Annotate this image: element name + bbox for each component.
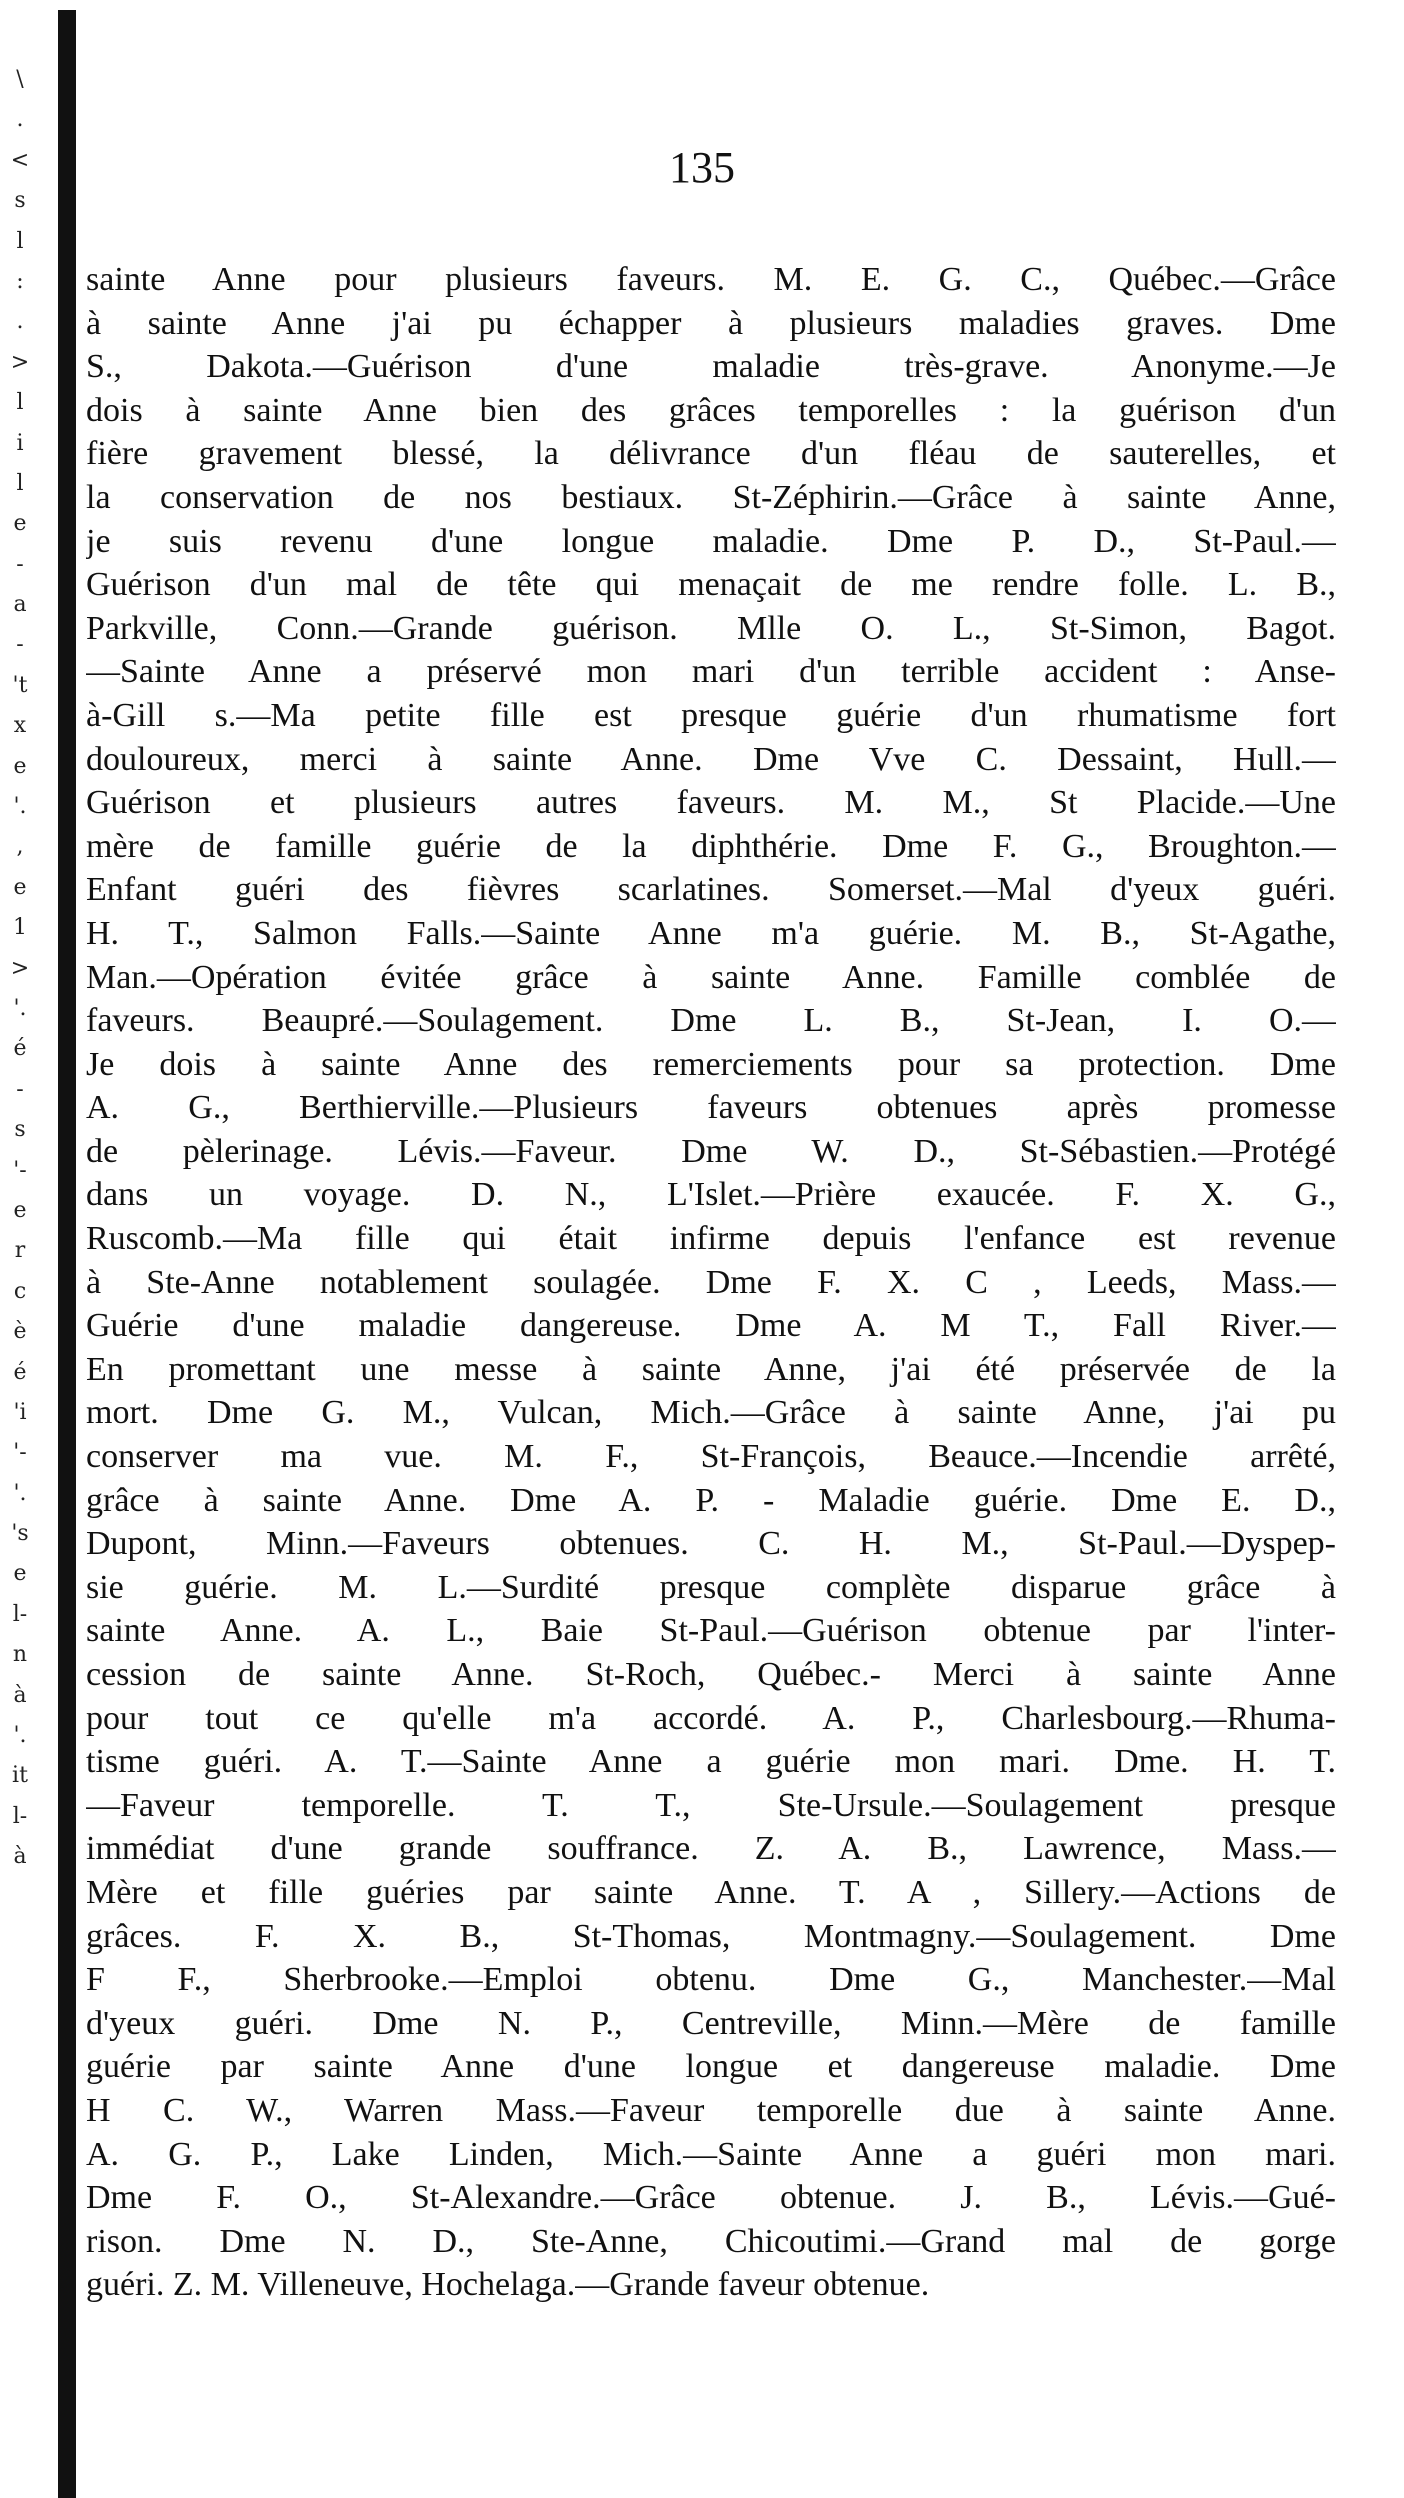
text-line: mort. Dme G. M., Vulcan, Mich.—Grâce à sainte Anne, j'ai pu xyxy=(86,1394,1336,1432)
text-line: grâce à sainte Anne. Dme A. P. - Maladie guérie. Dme E. D., xyxy=(86,1481,1336,1519)
margin-mark: - xyxy=(16,632,24,658)
text-line: fière gravement blessé, la délivrance d'un fléau de sauterelles, et xyxy=(86,435,1336,473)
text-line: Mère et fille guéries par sainte Anne. T. A , Sillery.—Actions de xyxy=(86,1873,1336,1911)
text-line: grâces. F. X. B., St-Thomas, Montmagny.—Soulagement. Dme xyxy=(86,1917,1336,1955)
text-line: Parkville, Conn.—Grande guérison. Mlle O. L., St-Simon, Bagot. xyxy=(86,609,1336,647)
text-line: Dme F. O., St-Alexandre.—Grâce obtenue. J. B., Lévis.—Gué- xyxy=(86,2179,1336,2217)
margin-mark: e xyxy=(13,1197,27,1223)
margin-mark: > xyxy=(10,955,30,981)
margin-mark: it xyxy=(12,1763,28,1789)
margin-mark: > xyxy=(10,349,30,375)
margin-mark: x xyxy=(13,713,27,739)
margin-mark: l- xyxy=(12,1601,28,1627)
text-line: A. G., Berthierville.—Plusieurs faveurs obtenues après promesse xyxy=(86,1089,1336,1127)
margin-mark: l xyxy=(16,470,24,496)
margin-mark: à xyxy=(13,1682,27,1708)
margin-mark: e xyxy=(13,511,27,537)
text-line: sainte Anne pour plusieurs faveurs. M. E. G. C., Québec.—Grâce xyxy=(86,261,1336,298)
margin-mark: - xyxy=(16,1076,24,1102)
margin-mark: à xyxy=(13,1844,27,1870)
text-line: H. T., Salmon Falls.—Sainte Anne m'a guérie. M. B., St-Agathe, xyxy=(86,914,1336,952)
margin-mark: '- xyxy=(13,1157,27,1183)
left-margin-fragments xyxy=(0,60,40,1878)
text-line: rison. Dme N. D., Ste-Anne, Chicoutimi.—Grand mal de gorge xyxy=(86,2222,1336,2260)
text-line: de pèlerinage. Lévis.—Faveur. Dme W. D., St-Sébastien.—Protégé xyxy=(86,1132,1336,1170)
margin-mark: c xyxy=(13,1278,27,1304)
margin-mark: < xyxy=(10,147,30,173)
text-line: —Faveur temporelle. T. T., Ste-Ursule.—Soulagement presque xyxy=(86,1786,1336,1824)
text-line: conserver ma vue. M. F., St-François, Beauce.—Incendie arrêté, xyxy=(86,1438,1336,1476)
text-line: douloureux, merci à sainte Anne. Dme Vve C. Dessaint, Hull.— xyxy=(86,740,1336,778)
margin-mark: è xyxy=(13,1319,27,1345)
text-line: dois à sainte Anne bien des grâces temporelles : la guérison d'un xyxy=(86,391,1336,429)
text-line: En promettant une messe à sainte Anne, j'ai été préservée de la xyxy=(86,1350,1336,1388)
text-line: d'yeux guéri. Dme N. P., Centreville, Minn.—Mère de famille xyxy=(86,2004,1336,2042)
text-line: Dupont, Minn.—Faveurs obtenues. C. H. M., St-Paul.—Dyspep- xyxy=(86,1525,1336,1563)
margin-mark: i xyxy=(16,430,24,456)
body-text xyxy=(86,258,1336,2307)
page-number: 135 xyxy=(669,143,735,192)
margin-mark: 1 xyxy=(13,915,27,941)
margin-mark: '. xyxy=(13,995,27,1021)
text-line: Je dois à sainte Anne des remerciements pour sa protection. Dme xyxy=(86,1045,1336,1083)
text-line: faveurs. Beaupré.—Soulagement. Dme L. B., St-Jean, I. O.— xyxy=(86,1002,1336,1040)
margin-mark: é xyxy=(13,1036,27,1062)
margin-mark: : xyxy=(16,268,24,294)
text-line: Guérison et plusieurs autres faveurs. M. M., St Placide.—Une xyxy=(86,784,1336,822)
text-line: à Ste-Anne notablement soulagée. Dme F. X. C , Leeds, Mass.— xyxy=(86,1263,1336,1301)
margin-mark: '. xyxy=(13,794,27,820)
margin-mark: - xyxy=(16,551,24,577)
text-line: Guérie d'une maladie dangereuse. Dme A. M T., Fall River.— xyxy=(86,1307,1336,1345)
margin-mark: s xyxy=(14,1117,26,1143)
text-line: à sainte Anne j'ai pu échapper à plusieurs maladies graves. Dme xyxy=(86,304,1336,342)
text-line: sie guérie. M. L.—Surdité presque complète disparue grâce à xyxy=(86,1568,1336,1606)
text-line: dans un voyage. D. N., L'Islet.—Prière exaucée. F. X. G., xyxy=(86,1176,1336,1214)
text-line: je suis revenu d'une longue maladie. Dme P. D., St-Paul.— xyxy=(86,522,1336,560)
margin-mark: l xyxy=(16,390,24,416)
text-line: guéri. Z. M. Villeneuve, Hochelaga.—Grande faveur obtenue. xyxy=(86,2266,930,2304)
margin-mark: 't xyxy=(12,672,28,698)
margin-mark: . xyxy=(16,107,24,133)
margin-mark: 's xyxy=(11,1521,29,1547)
margin-mark: '. xyxy=(13,1480,27,1506)
margin-mark: e xyxy=(13,874,27,900)
text-line: à-Gill s.—Ma petite fille est presque guérie d'un rhumatisme fort xyxy=(86,696,1336,734)
text-line: S., Dakota.—Guérison d'une maladie très-grave. Anonyme.—Je xyxy=(86,348,1336,386)
margin-mark: . xyxy=(16,309,24,335)
text-line: la conservation de nos bestiaux. St-Zéphirin.—Grâce à sainte Anne, xyxy=(86,478,1336,516)
text-line: F F., Sherbrooke.—Emploi obtenu. Dme G., Manchester.—Mal xyxy=(86,1961,1336,1999)
margin-mark: \ xyxy=(16,67,24,92)
text-line: A. G. P., Lake Linden, Mich.—Sainte Anne a guéri mon mari. xyxy=(86,2135,1336,2173)
margin-mark: e xyxy=(13,1561,27,1587)
text-line: pour tout ce qu'elle m'a accordé. A. P., Charlesbourg.—Rhuma- xyxy=(86,1699,1336,1737)
margin-mark: '. xyxy=(13,1723,27,1749)
text-line: mère de famille guérie de la diphthérie. Dme F. G., Broughton.— xyxy=(86,827,1336,865)
margin-mark: l- xyxy=(12,1803,28,1829)
text-line: Man.—Opération évitée grâce à sainte Anne. Famille comblée de xyxy=(86,958,1336,996)
margin-mark: é xyxy=(13,1359,27,1385)
margin-mark: a xyxy=(13,592,27,618)
text-line: Guérison d'un mal de tête qui menaçait de me rendre folle. L. B., xyxy=(86,566,1336,604)
margin-mark: s xyxy=(14,188,26,214)
binding-edge xyxy=(58,10,76,2498)
text-line: —Sainte Anne a préservé mon mari d'un terrible accident : Anse- xyxy=(86,653,1336,691)
margin-mark: 'i xyxy=(13,1399,27,1425)
margin-mark: n xyxy=(12,1642,28,1668)
text-line: cession de sainte Anne. St-Roch, Québec.- Merci à sainte Anne xyxy=(86,1656,1336,1693)
margin-mark: r xyxy=(14,1238,26,1264)
margin-mark: l xyxy=(16,228,24,254)
margin-mark: '- xyxy=(13,1440,27,1466)
text-line: Ruscomb.—Ma fille qui était infirme depuis l'enfance est revenue xyxy=(86,1220,1336,1258)
text-line: tisme guéri. A. T.—Sainte Anne a guérie mon mari. Dme. H. T. xyxy=(86,1743,1336,1781)
text-line: H C. W., Warren Mass.—Faveur temporelle due à sainte Anne. xyxy=(86,2091,1336,2129)
margin-mark: e xyxy=(13,753,27,779)
text-line: Enfant guéri des fièvres scarlatines. Somerset.—Mal d'yeux guéri. xyxy=(86,871,1336,909)
margin-mark: , xyxy=(16,834,24,860)
text-line: immédiat d'une grande souffrance. Z. A. B., Lawrence, Mass.— xyxy=(86,1830,1336,1868)
text-line: guérie par sainte Anne d'une longue et dangereuse maladie. Dme xyxy=(86,2048,1336,2086)
text-line: sainte Anne. A. L., Baie St-Paul.—Guérison obtenue par l'inter- xyxy=(86,1612,1336,1650)
